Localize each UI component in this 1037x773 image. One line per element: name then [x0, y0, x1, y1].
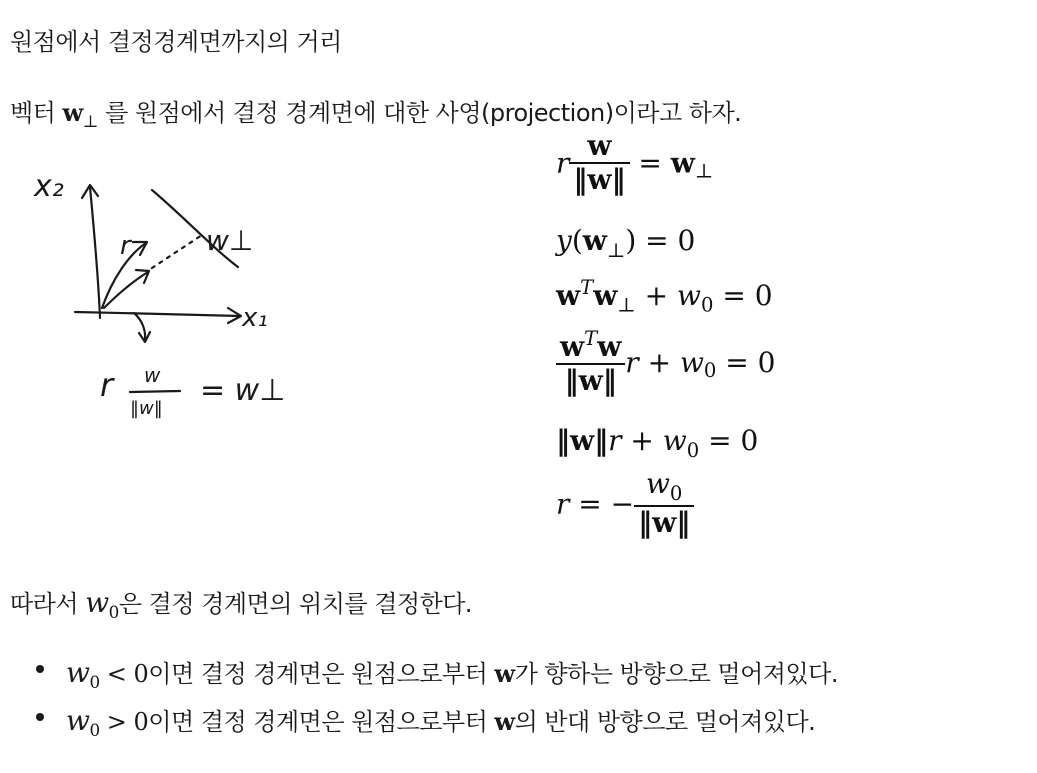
projection-dotted-line	[152, 235, 202, 268]
bullet-item-positive: $w_0 > 0$이면 결정 경계면은 원점으로부터 w의 반대 방향으로 멀어져있다.	[36, 702, 838, 750]
x1-label: x₁	[242, 303, 268, 333]
x2-label: x₂	[34, 169, 64, 204]
intro-vector-w: w	[62, 98, 83, 127]
bullet-dot	[36, 665, 44, 673]
equation-6: r = − $\frac{w_0}{‖w‖}$	[556, 468, 694, 540]
conclusion-sentence: 따라서 $w_0$은 결정 경계면의 위치를 결정한다.	[10, 586, 473, 622]
small-down-arrow	[134, 313, 145, 340]
sketch-eq-r: r	[100, 366, 114, 404]
bullet-dot	[36, 713, 44, 721]
eq6-fraction: $\frac{w_0}{‖w‖}$	[634, 468, 694, 540]
eq1-fraction: $\frac{w}{‖w‖}$	[569, 130, 629, 196]
bullet-list	[36, 654, 838, 750]
handwritten-sketch	[20, 160, 320, 430]
r-label: r	[120, 231, 131, 261]
x2-axis-line	[90, 187, 100, 318]
bullet-item-negative: $w_0 < 0$이면 결정 경계면은 원점으로부터 w가 향하는 방향으로 멀어져있다.	[36, 654, 838, 702]
sketch-eq-rhs: = w⊥	[200, 373, 286, 408]
intro-perp-symbol: ⊥	[82, 110, 98, 131]
intro-sentence	[10, 93, 741, 131]
equation-4: $\frac{w^Tw}{‖w‖}$ $r + w_0 = 0$	[556, 328, 775, 397]
sketch-eq-numerator: w	[144, 363, 161, 387]
equation-2: $y(w_\perp) = 0$	[556, 224, 696, 262]
sketch-eq-denominator: ‖w‖	[130, 398, 163, 419]
equation-3: $w^Tw_\perp + w_0 = 0$	[556, 276, 773, 317]
sketch-fraction-bar	[130, 391, 180, 392]
eq4-fraction: $\frac{w^Tw}{‖w‖}$	[556, 328, 625, 397]
intro-suffix: 를 원점에서 결정 경계면에 대한 사영(projection)이라고 하자.	[97, 99, 742, 127]
equation-1: r $\frac{w}{‖w‖}$ = $w_\perp$	[556, 129, 714, 197]
equation-5: ‖w‖r + $w_0 = 0$	[556, 424, 759, 462]
intro-prefix: 벡터	[10, 99, 63, 127]
w-perp-label: w⊥	[206, 224, 254, 257]
section-heading: 원점에서 결정경계면까지의 거리	[10, 28, 342, 56]
